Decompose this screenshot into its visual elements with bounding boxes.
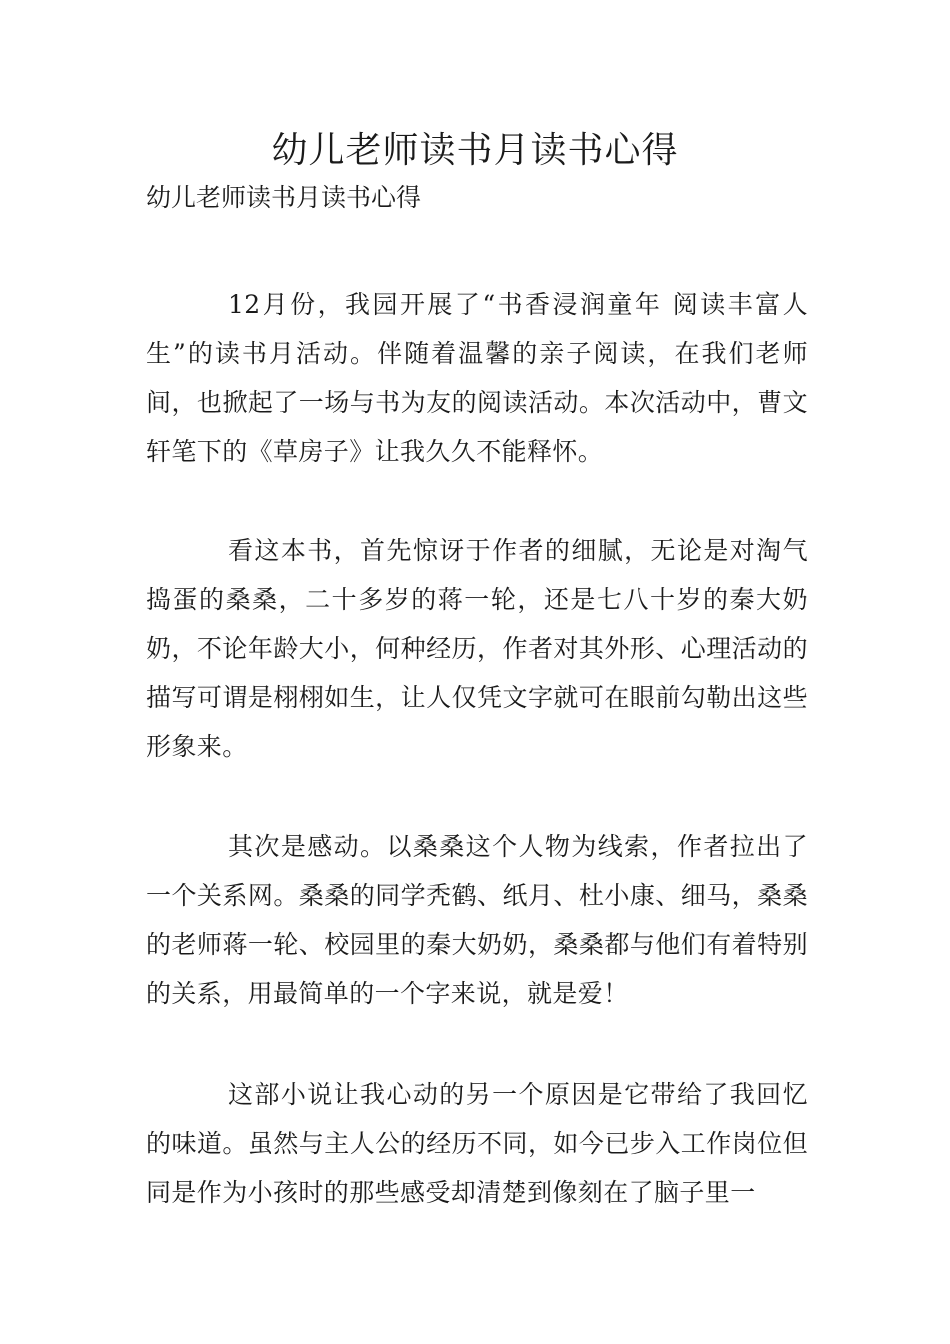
document-subtitle: 幼儿老师读书月读书心得	[146, 183, 422, 212]
paragraph-4: 这部小说让我心动的另一个原因是它带给了我回忆的味道。虽然与主人公的经历不同，如今已步入工作岗位但同是作为小孩时的那些感受却清楚到像刻在了脑子里一	[146, 1080, 808, 1207]
paragraph-2: 看这本书，首先惊讶于作者的细腻，无论是对淘气捣蛋的桑桑，二十多岁的蒋一轮，还是七八十岁的秦大奶奶，不论年龄大小，何种经历，作者对其外形、心理活动的描写可谓是栩栩如生，让人仅凭文字就可在眼前勾勒出这些形象来。	[146, 536, 808, 761]
paragraph-3: 其次是感动。以桑桑这个人物为线索，作者拉出了一个关系网。桑桑的同学秃鹤、纸月、杜小康、细马，桑桑的老师蒋一轮、校园里的秦大奶奶，桑桑都与他们有着特别的关系，用最简单的一个字来说，就是爱！	[146, 832, 808, 1008]
paragraph-1: 12月份，我园开展了“书香浸润童年 阅读丰富人生”的读书月活动。伴随着温馨的亲子阅读，在我们老师间，也掀起了一场与书为友的阅读活动。本次活动中，曹文轩笔下的《草房子》让我久久不能释怀。	[146, 290, 808, 466]
page-title: 幼儿老师读书月读书心得	[271, 130, 679, 171]
